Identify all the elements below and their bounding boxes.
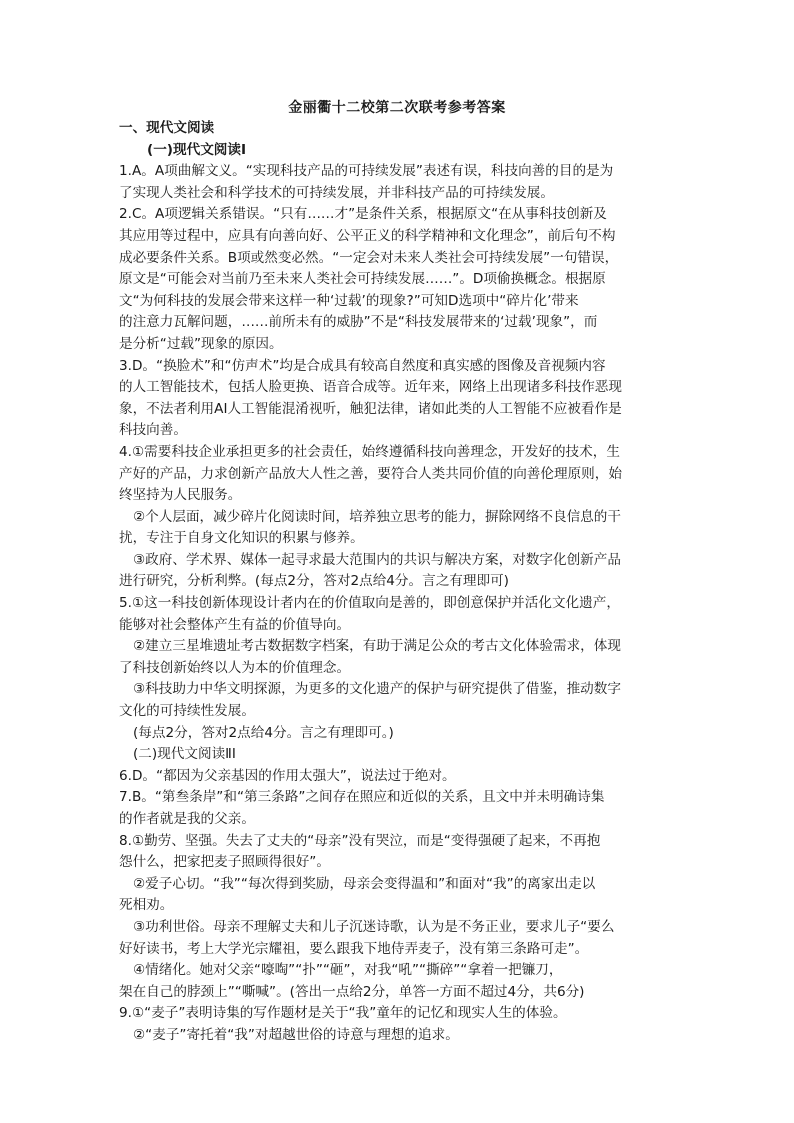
text-line: 能够对社会整体产生有益的价值导向。 — [119, 616, 351, 633]
text-line: 的作者就是我的父亲。 — [119, 811, 255, 827]
text-line: 死相劝。 — [119, 897, 174, 914]
text-line: 6.D。“都因为父亲基因的作用太强大”，说法过于绝对。 — [119, 767, 456, 784]
text-line: (二)现代文阅读ⅡI — [133, 746, 236, 763]
text-line: 的人工智能技术，包括人脸更换、语音合成等。近年来，网络上出现诸多科技作恶现 — [119, 379, 622, 396]
text-line: 9.①“麦子”表明诗集的写作题材是关于“我”童年的记忆和现实人生的体验。 — [119, 1005, 567, 1022]
document-title: 金丽衢十二校第二次联考参考答案 — [288, 100, 506, 116]
text-line: 文化的可持续性发展。 — [119, 703, 255, 720]
text-line: 了科技创新始终以人为本的价值理念。 — [119, 659, 351, 676]
text-line: ③科技助力中华文明探源，为更多的文化遗产的保护与研究提供了借鉴，推动数字 — [133, 681, 621, 698]
text-line: 4.①需要科技企业承担更多的社会责任，始终遵循科技向善理念，开发好的技术，生 — [119, 443, 620, 460]
text-line: 文“为何科技的发展会带来这样一种‘过载’的现象?”可知D选项中“碎片化’带来 — [119, 292, 579, 309]
text-line: 7.B。“第叁条岸”和“第三条路”之间存在照应和近似的关系，且文中并未明确诗集 — [119, 789, 605, 806]
text-line: ②个人层面，减少碎片化阅读时间，培养独立思考的能力，摒除网络不良信息的干 — [133, 508, 621, 525]
text-line: 产好的产品，力求创新产品放大人性之善，要符合人类共同价值的向善伦理原则，始 — [119, 465, 622, 482]
document-body — [119, 118, 679, 1047]
text-line: 的注意力瓦解问题，……前所未有的威胁”不是“科技发展带来的‘过载’现象”，而 — [119, 314, 598, 331]
text-line: 了实现人类社会和科学技术的可持续发展，并非科技产品的可持续发展。 — [119, 184, 554, 201]
text-line: 1.A。A项曲解文义。“实现科技产品的可持续发展”表述有误，科技向善的目的是为 — [119, 163, 614, 180]
text-line: 其应用等过程中，应具有向善向好、公平正义的科学精神和文化理念”，前后句不构 — [119, 227, 616, 244]
text-line: ②建立三星堆遗址考古数据数字档案，有助于满足公众的考古文化体验需求，体现 — [133, 638, 621, 655]
text-line: ②“麦子”寄托着“我”对超越世俗的诗意与理想的追求。 — [133, 1026, 459, 1043]
text-line: 一、现代文阅读 — [119, 120, 215, 136]
text-line: 架在自己的脖颈上”“嘶喊”。(答出一点给2分，单答一方面不超过4分，共6分) — [119, 983, 585, 1000]
text-line: 3.D。“换脸术”和“仿声术”均是合成具有较高自然度和真实感的图像及音视频内容 — [119, 357, 606, 374]
text-line: (一)现代文阅读Ⅰ — [147, 141, 247, 158]
text-line: 2.C。A项逻辑关系错误。“只有……才”是条件关系，根据原文“在从事科技创新及 — [119, 206, 607, 223]
text-line: 象，不法者利用AI人工智能混淆视听，触犯法律，诸如此类的人工智能不应被看作是 — [119, 400, 622, 417]
text-line: 怨什么，把家把麦子照顾得很好”。 — [119, 854, 330, 871]
text-line: ③功利世俗。母亲不理解丈夫和儿子沉迷诗歌，认为是不务正业，要求儿子“要么 — [133, 918, 615, 935]
text-line: ②爱子心切。“我”“每次得到奖励，母亲会变得温和”和面对“我”的离家出走以 — [133, 875, 596, 892]
text-line: 成必要条件关系。B项或然变必然。“一定会对未来人类社会可持续发展”一句错误， — [119, 249, 619, 266]
text-line: ③政府、学术界、媒体一起寻求最大范围内的共识与解决方案，对数字化创新产品 — [133, 551, 621, 568]
text-line: 好好读书，考上大学光宗耀祖，要么跟我下地侍弄麦子，没有第三条路可走”。 — [119, 940, 589, 957]
text-line: 是分析“过载”现象的原因。 — [119, 335, 283, 352]
text-line: 扰，专注于自身文化知识的积累与修养。 — [119, 530, 364, 547]
text-line: 5.①这一科技创新体现设计者内在的价值取向是善的，即创意保护并活化文化遗产， — [119, 595, 620, 612]
text-line: 科技向善。 — [119, 422, 187, 439]
text-line: ④情绪化。她对父亲“嚎啕”“扑”“砸”，对我“吼”“撕碎”“拿着一把镰刀， — [133, 962, 563, 979]
text-line: (每点2分，答对2点给4分。言之有理即可。) — [133, 724, 394, 741]
text-line: 原文是“可能会对当前乃至未来人类社会可持续发展……”。D项偷换概念。根据原 — [119, 271, 606, 288]
text-line: 8.①勤劳、坚强。失去了丈夫的“母亲”没有哭泣，而是“变得强硬了起来，不再抱 — [119, 832, 601, 849]
text-line: 进行研究，分析利弊。(每点2分，答对2点给4分。言之有理即可) — [119, 573, 509, 590]
text-line: 终坚持为人民服务。 — [119, 487, 242, 504]
